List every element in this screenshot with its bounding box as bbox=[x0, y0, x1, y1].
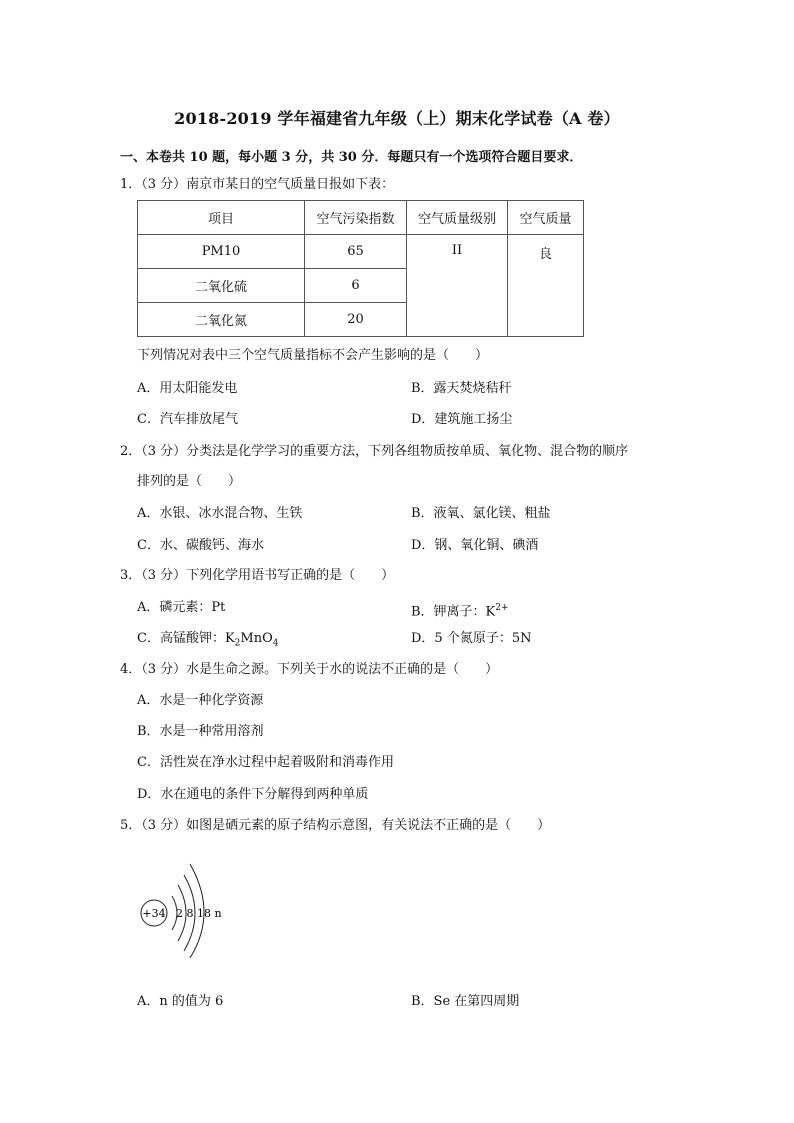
table-header-item: 项目 bbox=[138, 201, 305, 235]
table-row bbox=[138, 235, 584, 269]
table-cell-item: 二氧化硫 bbox=[138, 269, 305, 303]
question-4-stem: 4．（3 分）水是生命之源。下列关于水的说法不正确的是（ ） bbox=[120, 662, 499, 677]
question-3-stem: 3．（3 分）下列化学用语书写正确的是（ ） bbox=[120, 568, 395, 583]
question-1-prompt: 下列情况对表中三个空气质量指标不会产生影响的是（ ） bbox=[137, 348, 489, 363]
table-header-quality: 空气质量 bbox=[508, 201, 584, 235]
q3-option-c bbox=[137, 630, 278, 653]
q3-option-b-charge: 2+ bbox=[495, 603, 509, 613]
q1-option-a: A．用太阳能发电 bbox=[137, 381, 238, 396]
table-cell-index: 65 bbox=[305, 235, 407, 269]
q4-option-c: C．活性炭在净水过程中起着吸附和消毒作用 bbox=[137, 755, 394, 770]
air-quality-table bbox=[137, 200, 584, 337]
q2-option-b: B．液氧、氯化镁、粗盐 bbox=[411, 506, 551, 521]
section-heading: 一、本卷共 10 题，每小题 3 分，共 30 分．每题只有一个选项符合题目要求． bbox=[120, 150, 583, 165]
table-header-level: 空气质量级别 bbox=[407, 201, 508, 235]
table-header-index: 空气污染指数 bbox=[305, 201, 407, 235]
question-2-stem: 2．（3 分）分类法是化学学习的重要方法，下列各组物质按单质、氧化物、混合物的顺序 bbox=[120, 444, 629, 459]
q4-option-a: A．水是一种化学资源 bbox=[137, 693, 264, 708]
electron-counts: 2 8 18 n bbox=[176, 907, 222, 920]
q3-option-b-text: B．钾离子：K bbox=[411, 604, 496, 620]
table-cell-item: PM10 bbox=[138, 235, 305, 269]
nucleus-charge: +34 bbox=[142, 907, 166, 920]
q3-option-b bbox=[411, 599, 509, 621]
q2-option-d: D．钢、氧化铜、碘酒 bbox=[411, 538, 539, 553]
q3-option-a: A．磷元素：Pt bbox=[137, 600, 226, 615]
q3-option-c-text: C．高锰酸钾：K bbox=[137, 631, 235, 646]
q2-option-c: C．水、碳酸钙、海水 bbox=[137, 538, 264, 553]
q3-option-c-sub1: 2 bbox=[234, 638, 241, 649]
table-cell-index: 6 bbox=[305, 269, 407, 303]
q3-option-c-mid: MnO bbox=[240, 631, 273, 646]
q1-option-c: C．汽车排放尾气 bbox=[137, 412, 238, 427]
q2-option-a: A．水银、冰水混合物、生铁 bbox=[137, 506, 303, 521]
q4-option-b: B．水是一种常用溶剂 bbox=[137, 724, 264, 739]
page-title: 2018-2019 学年福建省九年级（上）期末化学试卷（A 卷） bbox=[174, 109, 620, 128]
q1-option-d: D．建筑施工扬尘 bbox=[411, 412, 513, 427]
q3-option-d: D．5 个氮原子：5N bbox=[411, 631, 532, 646]
table-cell-quality: 良 bbox=[508, 235, 584, 337]
selenium-atom-diagram bbox=[136, 848, 246, 958]
table-cell-item: 二氧化氮 bbox=[138, 303, 305, 337]
question-5-stem: 5．（3 分）如图是硒元素的原子结构示意图，有关说法不正确的是（ ） bbox=[120, 818, 551, 833]
q4-option-d: D．水在通电的条件下分解得到两种单质 bbox=[137, 787, 369, 802]
q3-option-c-sub2: 4 bbox=[272, 638, 279, 649]
table-cell-level: II bbox=[407, 235, 508, 337]
q1-option-b: B．露天焚烧秸秆 bbox=[411, 381, 512, 396]
q5-option-b: B．Se 在第四周期 bbox=[411, 994, 520, 1009]
table-cell-index: 20 bbox=[305, 303, 407, 337]
q5-option-a: A．n 的值为 6 bbox=[137, 994, 224, 1009]
question-2-stem-cont: 排列的是（ ） bbox=[137, 474, 242, 489]
question-1-stem: 1．（3 分）南京市某日的空气质量日报如下表： bbox=[120, 177, 395, 192]
